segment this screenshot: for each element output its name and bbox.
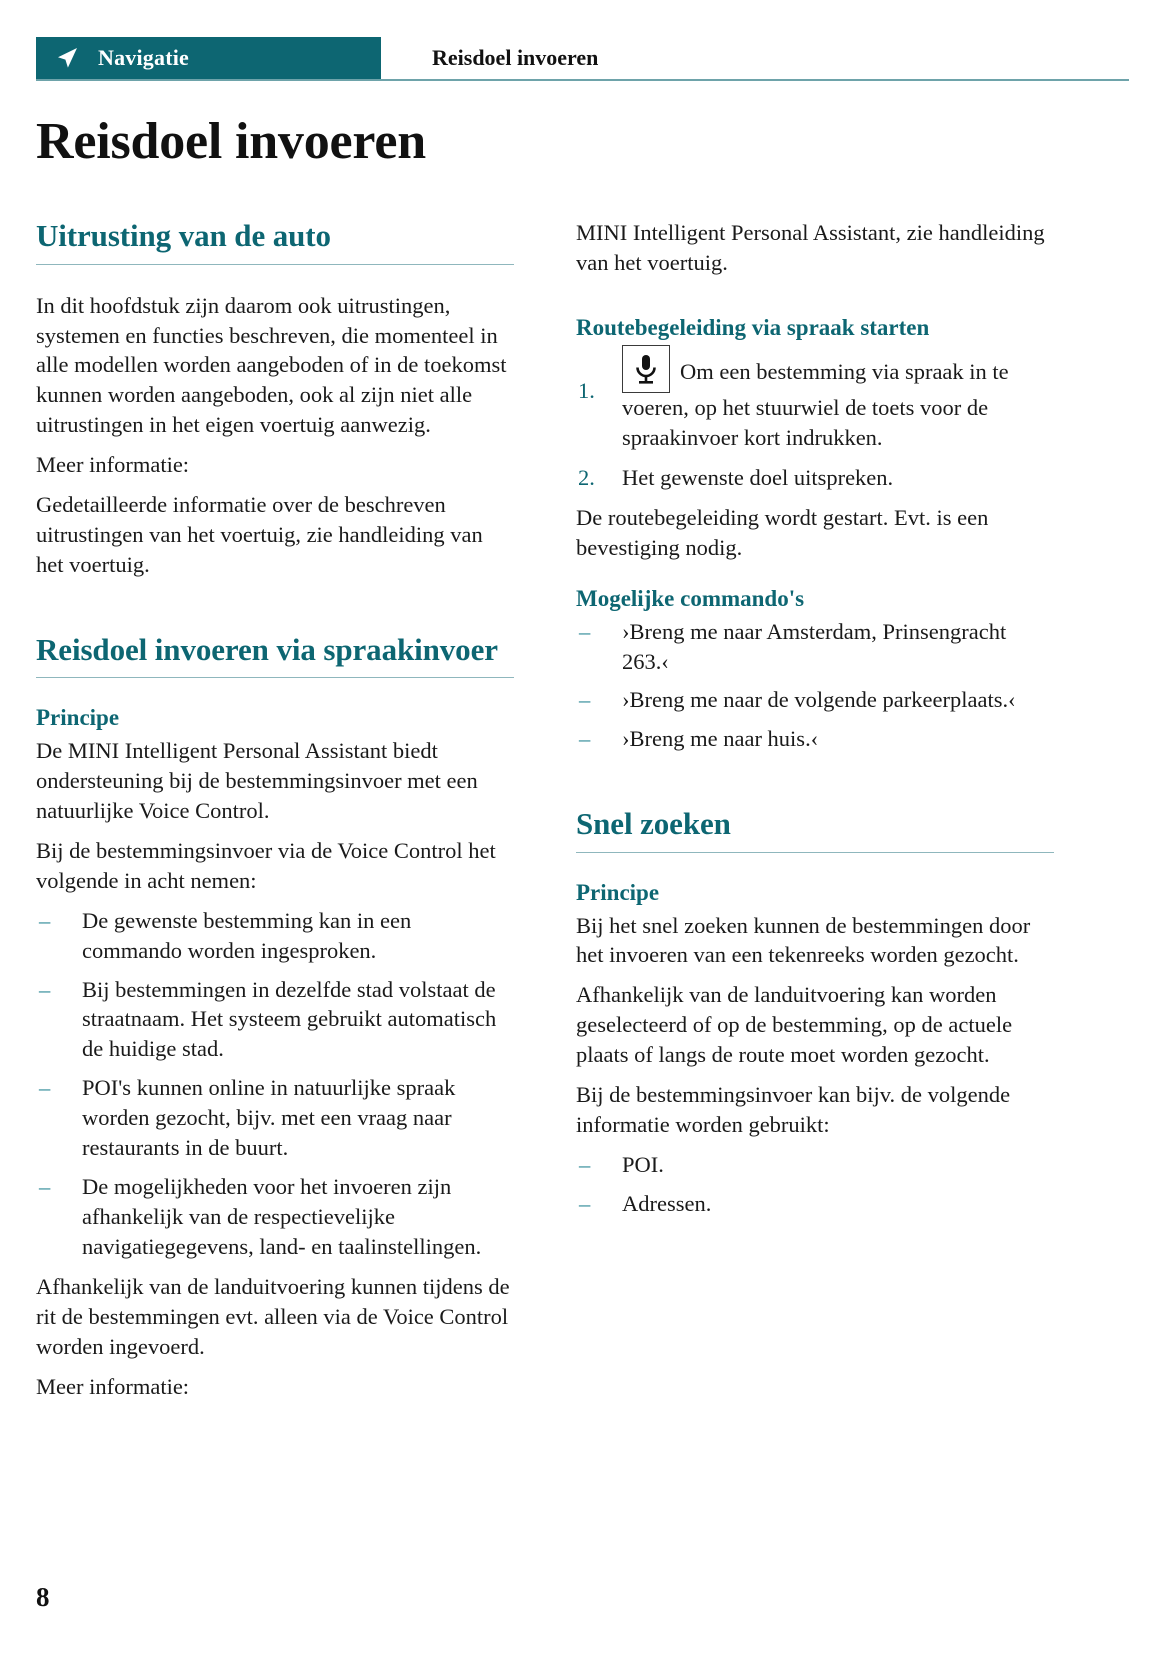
navigation-arrow-icon xyxy=(54,45,80,71)
list-item-text: ›Breng me naar de volgende parkeerplaats.‹ xyxy=(622,687,1016,713)
numbered-step-list xyxy=(576,345,1054,493)
subheading-principe: Principe xyxy=(36,705,120,731)
subheading-routebegeleiding-via-spraak-starten: Routebegeleiding via spraak starten xyxy=(576,314,930,340)
chapter-tab-label: Navigatie xyxy=(98,45,190,70)
list-item-text: ›Breng me naar huis.‹ xyxy=(622,726,819,752)
heading-reisdoel-invoeren-via-spraakinvoer: Reisdoel invoeren via spraakinvoer xyxy=(36,631,498,667)
spacer xyxy=(576,288,1054,314)
list-item xyxy=(576,1150,1054,1180)
list-item xyxy=(36,1172,514,1262)
microphone-icon xyxy=(622,345,670,393)
chapter-tab xyxy=(36,37,381,79)
bullet-list xyxy=(576,1150,1054,1219)
bullet-list-commands xyxy=(576,617,1054,755)
paragraph: Bij de bestemmingsinvoer kan bijv. de volgende informatie worden gebruikt: xyxy=(576,1082,1011,1138)
heading-snel-zoeken: Snel zoeken xyxy=(576,806,731,842)
list-item-text: ›Breng me naar Amsterdam, Prinsengracht 263.‹ xyxy=(622,618,1007,674)
dash-bullet-icon: – xyxy=(39,1174,51,1200)
content-columns xyxy=(36,218,1045,1401)
list-item-text: De mogelijkheden voor het invoeren zijn afhankelijk van de respectievelijke navigatiegegevens, land- en taalinstellingen. xyxy=(82,1174,482,1259)
spacer xyxy=(576,764,1054,806)
heading-rule xyxy=(576,852,1054,853)
step-number: 2. xyxy=(578,465,595,491)
list-item xyxy=(576,617,1054,677)
heading-uitrusting-van-de-auto: Uitrusting van de auto xyxy=(36,218,331,253)
right-column xyxy=(576,218,1054,1401)
paragraph-continuation: MINI Intelligent Personal Assistant, zie handleiding van het voertuig. xyxy=(576,220,1045,275)
bullet-list xyxy=(36,906,514,1262)
dash-bullet-icon: – xyxy=(39,1075,51,1101)
subheading-mogelijke-commandos: Mogelijke commando's xyxy=(576,586,805,612)
header-rule xyxy=(36,79,1129,81)
paragraph: Gedetailleerde informatie over de beschreven uitrustingen van het voertuig, zie handleiding van het voertuig. xyxy=(36,492,483,577)
list-item xyxy=(36,975,514,1065)
step-number: 1. xyxy=(578,378,595,404)
list-item xyxy=(576,724,1054,754)
list-item-step xyxy=(576,463,1054,493)
list-item-step xyxy=(576,345,1054,453)
step-text: Om een bestemming via spraak in te voeren, op het stuurwiel de toets voor de spraakinvoer kort indrukken. xyxy=(622,359,1009,451)
running-header-title: Reisdoel invoeren xyxy=(432,45,599,70)
list-item-text: Bij bestemmingen in dezelfde stad volstaat de straatnaam. Het systeem gebruikt automatisch de huidige stad. xyxy=(82,976,497,1062)
list-item xyxy=(576,685,1054,715)
list-item-text: POI's kunnen online in natuurlijke spraak worden gezocht, bijv. met een vraag naar restaurants in de buurt. xyxy=(82,1075,456,1161)
page-title: Reisdoel invoeren xyxy=(36,113,426,170)
dash-bullet-icon: – xyxy=(39,907,51,933)
paragraph: De routebegeleiding wordt gestart. Evt. is een bevestiging nodig. xyxy=(576,505,989,561)
list-item-text: De gewenste bestemming kan in een commando worden ingesproken. xyxy=(82,907,412,963)
list-item xyxy=(36,1073,514,1163)
list-item xyxy=(576,1189,1054,1219)
subheading-principe: Principe xyxy=(576,879,660,905)
dash-bullet-icon: – xyxy=(39,976,51,1002)
paragraph: In dit hoofdstuk zijn daarom ook uitrustingen, systemen en functies beschreven, die momenteel in alle modellen worden aangeboden of in de toekomst kunnen worden aangeboden, ook al zijn niet alle uitrustingen in het eigen voertuig aanwezig. xyxy=(36,292,507,438)
paragraph: Bij het snel zoeken kunnen de bestemmingen door het invoeren van een tekenreeks worden gezocht. xyxy=(576,912,1031,968)
dash-bullet-icon: – xyxy=(579,1151,591,1177)
paragraph-meer-informatie: Meer informatie: xyxy=(36,1373,190,1399)
paragraph: Afhankelijk van de landuitvoering kan worden geselecteerd of op de bestemming, op de actuele plaats of langs de route moet worden gezocht. xyxy=(576,982,1013,1068)
dash-bullet-icon: – xyxy=(579,618,591,644)
dash-bullet-icon: – xyxy=(579,687,591,713)
list-item-text: POI. xyxy=(622,1151,664,1177)
dash-bullet-icon: – xyxy=(579,726,591,752)
dash-bullet-icon: – xyxy=(579,1190,591,1216)
list-item xyxy=(36,906,514,966)
paragraph: De MINI Intelligent Personal Assistant biedt ondersteuning bij de bestemmingsinvoer met een natuurlijke Voice Control. xyxy=(36,738,478,823)
running-header xyxy=(36,37,1129,79)
heading-rule xyxy=(36,677,514,678)
step-text: Het gewenste doel uitspreken. xyxy=(622,465,894,491)
paragraph-meer-informatie: Meer informatie: xyxy=(36,452,190,478)
paragraph: Bij de bestemmingsinvoer via de Voice Control het volgende in acht nemen: xyxy=(36,837,496,893)
heading-rule xyxy=(36,264,514,265)
spacer xyxy=(36,590,514,632)
spacer xyxy=(576,573,1054,585)
paragraph: Afhankelijk van de landuitvoering kunnen tijdens de rit de bestemmingen evt. alleen via de Voice Control worden ingevoerd. xyxy=(36,1273,510,1359)
left-column xyxy=(36,218,514,1401)
list-item-text: Adressen. xyxy=(622,1190,712,1216)
page-number: 8 xyxy=(36,1582,50,1612)
